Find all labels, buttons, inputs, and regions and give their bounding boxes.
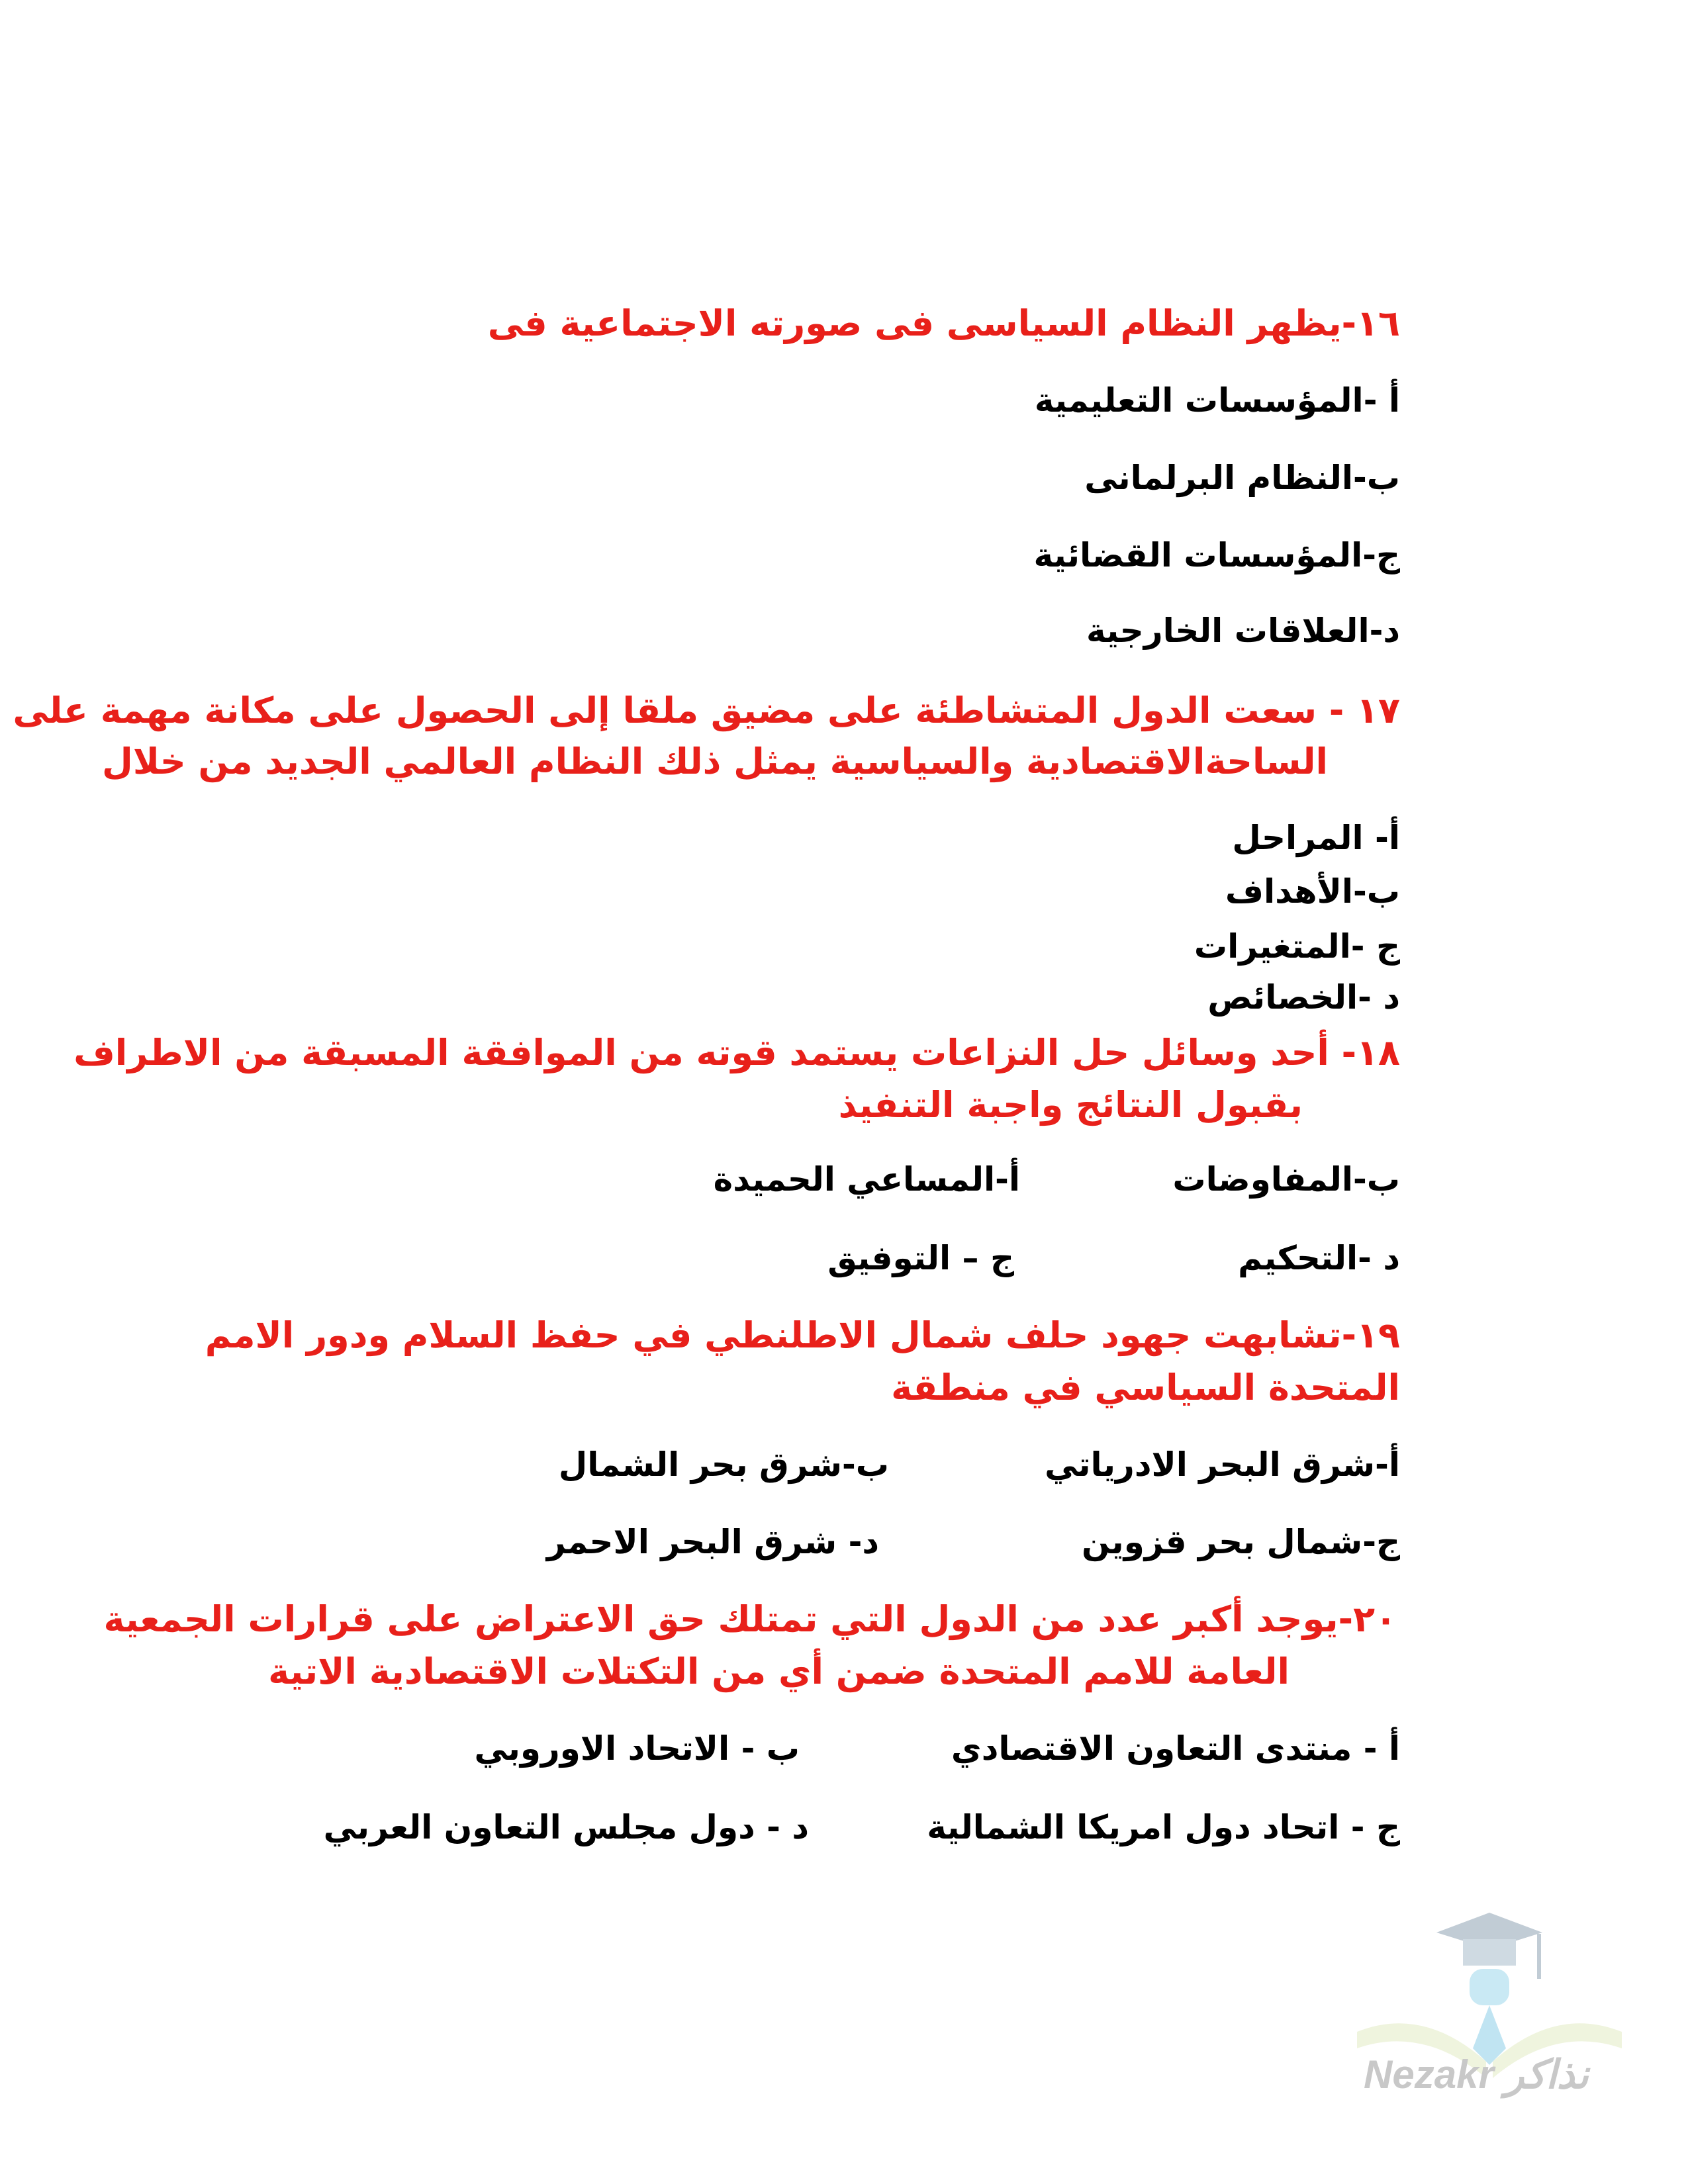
option-20-d: د - دول مجلس التعاون العربي: [323, 1808, 809, 1846]
option-20-c: ج - اتحاد دول امريكا الشمالية: [927, 1808, 1400, 1846]
option-16-c: ج-المؤسسات القضائية: [1033, 536, 1400, 574]
question-19-line-1: ١٩-تشابهت جهود حلف شمال الاطلنطي في حفظ السلام ودور الامم: [205, 1314, 1400, 1356]
option-19-a: أ-شرق البحر الادرياتي: [1045, 1445, 1400, 1484]
question-18-line-1: ١٨- أحد وسائل حل النزاعات يستمد قوته من الموافقة المسبقة من الاطراف: [73, 1032, 1400, 1073]
option-18-c: ج – التوفيق: [827, 1239, 1014, 1277]
question-20-line-2: العامة للامم المتحدة ضمن أي من التكتلات الاقتصادية الاتية: [268, 1651, 1289, 1692]
question-20-line-1: ٢٠-يوجد أكبر عدد من الدول التي تمتلك حق الاعتراض على قرارات الجمعية: [103, 1598, 1397, 1640]
question-17-line-2: الساحةالاقتصادية والسياسية يمثل ذلك النظام العالمي الجديد من خلال: [101, 741, 1328, 782]
question-16: ١٦-يظهر النظام السياسى فى صورته الاجتماعية فى: [487, 302, 1400, 344]
watermark-text: Nezakr نذاكر: [1364, 2052, 1589, 2097]
option-19-c: ج-شمال بحر قزوين: [1081, 1523, 1400, 1561]
option-16-d: د-العلاقات الخارجية: [1086, 612, 1400, 650]
option-18-a: أ-المساعي الحميدة: [713, 1160, 1020, 1199]
option-19-b: ب-شرق بحر الشمال: [558, 1445, 889, 1484]
option-17-a: أ- المراحل: [1232, 819, 1400, 857]
option-17-c: ج -المتغيرات: [1194, 927, 1400, 966]
question-18-line-2: بقبول النتائج واجبة التنفيذ: [838, 1084, 1303, 1126]
option-18-b: ب-المفاوضات: [1172, 1160, 1400, 1199]
option-19-d: د- شرق البحر الاحمر: [546, 1523, 879, 1561]
option-20-a: أ - منتدى التعاون الاقتصادي: [951, 1729, 1400, 1768]
question-17-line-1: ١٧ - سعت الدول المتشاطئة على مضيق ملقا إلى الحصول على مكانة مهمة على: [13, 690, 1400, 731]
option-17-d: د -الخصائص: [1207, 978, 1400, 1017]
option-17-b: ب-الأهداف: [1225, 872, 1400, 911]
option-20-b: ب - الاتحاد الاوروبي: [474, 1729, 800, 1768]
question-19-line-2: المتحدة السياسي في منطقة: [891, 1367, 1400, 1408]
option-18-d: د -التحكيم: [1238, 1239, 1400, 1277]
option-16-b: ب-النظام البرلمانى: [1084, 459, 1400, 497]
option-16-a: أ -المؤسسات التعليمية: [1034, 381, 1400, 420]
